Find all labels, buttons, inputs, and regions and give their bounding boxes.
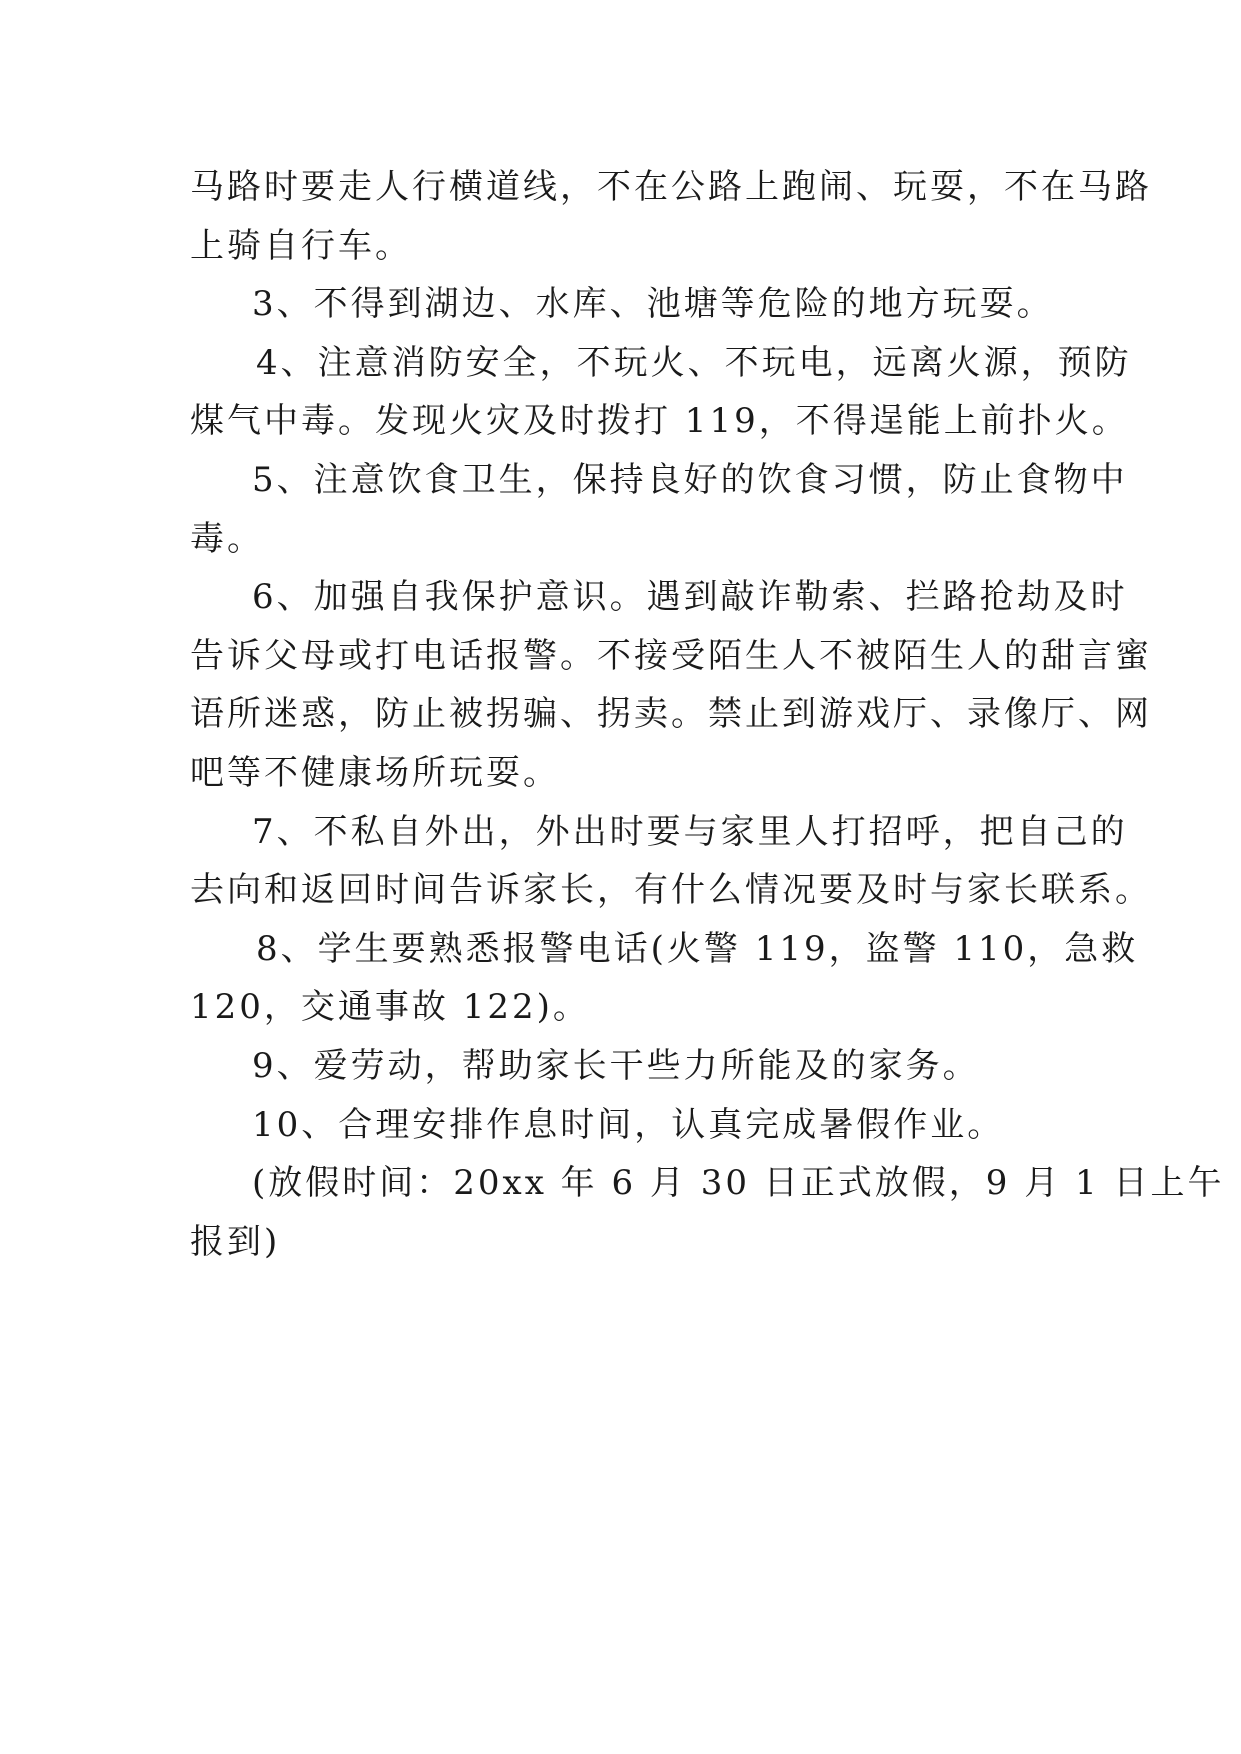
holiday-note: (放假时间：20xx 年 6 月 30 日正式放假，9 月 1 日上午 (252, 1163, 1225, 1204)
text-line: 告诉父母或打电话报警。不接受陌生人不被陌生人的甜言蜜 (190, 635, 1152, 676)
list-item-4: 4、注意消防安全，不玩火、不玩电，远离火源，预防 (256, 342, 1132, 383)
text-line: 语所迷惑，防止被拐骗、拐卖。禁止到游戏厅、录像厅、网 (190, 694, 1152, 735)
list-item-3: 3、不得到湖边、水库、池塘等危险的地方玩耍。 (252, 284, 1054, 325)
list-item-10: 10、合理安排作息时间，认真完成暑假作业。 (252, 1104, 1005, 1145)
text-line: 煤气中毒。发现火灾及时拨打 119，不得逞能上前扑火。 (190, 401, 1129, 442)
text-line: 马路时要走人行横道线，不在公路上跑闹、玩耍，不在马路 (190, 167, 1152, 207)
text-line: 吧等不健康场所玩耍。 (190, 752, 560, 793)
text-line: 报到) (190, 1221, 281, 1262)
list-item-9: 9、爱劳动，帮助家长干些力所能及的家务。 (252, 1045, 980, 1086)
text-line: 120，交通事故 122)。 (190, 987, 590, 1028)
list-item-6: 6、加强自我保护意识。遇到敲诈勒索、拦路抢劫及时 (252, 577, 1128, 618)
list-item-8: 8、学生要熟悉报警电话(火警 119，盗警 110，急救 (256, 928, 1139, 969)
text-line: 去向和返回时间告诉家长，有什么情况要及时与家长联系。 (190, 870, 1152, 911)
document-body (190, 158, 1225, 1271)
text-line: 上骑自行车。 (190, 225, 412, 266)
text-line: 毒。 (190, 518, 264, 559)
list-item-7: 7、不私自外出，外出时要与家里人打招呼，把自己的 (252, 811, 1128, 852)
list-item-5: 5、注意饮食卫生，保持良好的饮食习惯，防止食物中 (252, 459, 1128, 500)
